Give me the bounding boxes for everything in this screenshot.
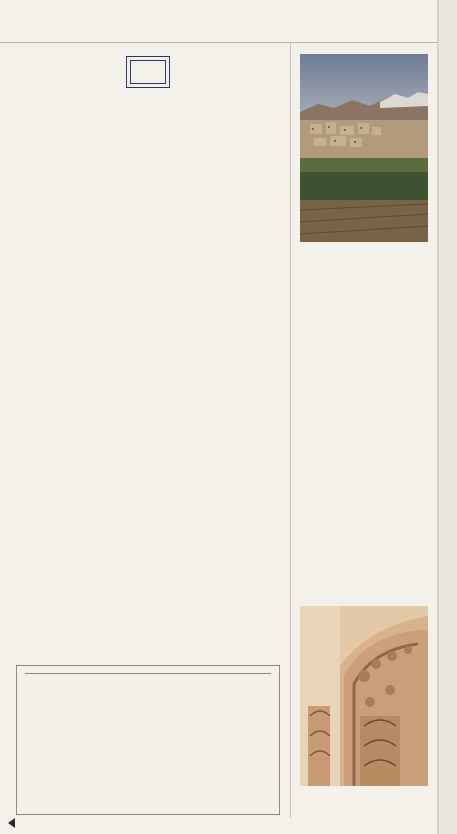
- footer-caption: [8, 818, 18, 828]
- imprint-column: [14, 56, 282, 105]
- top-rule: [0, 42, 457, 43]
- tin-mal-mosque-photo: [300, 606, 428, 786]
- dk-logo: [126, 56, 170, 88]
- page-edge-shadow: [437, 0, 439, 834]
- info-rule: [25, 673, 271, 674]
- info-box: [16, 665, 280, 815]
- dades-valley-photo: [300, 54, 428, 242]
- info-title: [17, 666, 279, 670]
- prev-arrow-icon[interactable]: [8, 818, 15, 828]
- column-divider: [290, 42, 291, 818]
- next-page-edge: [437, 0, 457, 834]
